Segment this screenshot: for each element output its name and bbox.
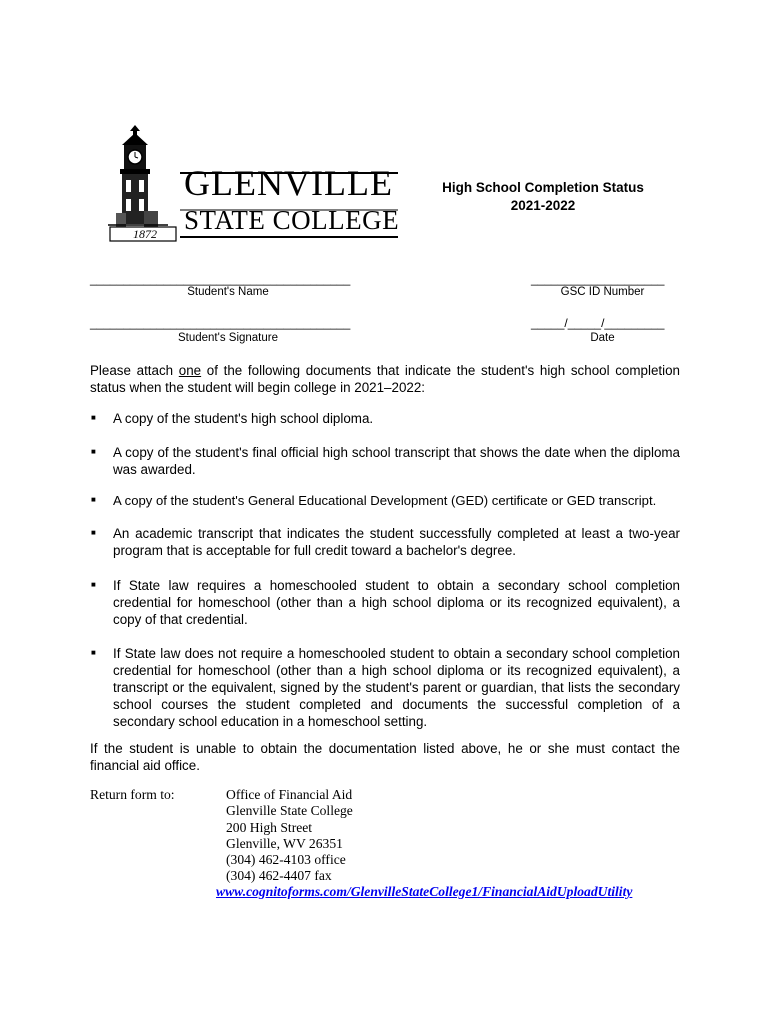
form-title-block <box>412 179 674 215</box>
list-item: If State law requires a homeschooled student to obtain a secondary school completion credential for homeschool (other than a high school diploma or its recognized equivalent), a copy of that credential. <box>113 578 680 627</box>
list-item: A copy of the student's high school diploma. <box>113 411 374 426</box>
form-title: High School Completion Status <box>442 180 644 195</box>
form-year: 2021-2022 <box>510 198 576 213</box>
logo-year: 1872 <box>133 227 157 241</box>
address-line: Office of Financial Aid <box>226 787 353 802</box>
college-logo <box>108 125 403 243</box>
address-line: (304) 462-4103 office <box>226 852 346 868</box>
student-name-field[interactable]: _______________________________________ <box>90 272 351 286</box>
bullet-icon: ■ <box>91 528 96 537</box>
address-line: 200 High Street <box>226 819 313 835</box>
address-line: Glenville, WV 26351 <box>226 835 343 851</box>
closing-paragraph: If the student is unable to obtain the documentation listed above, he or she must contact the financial aid office. <box>90 741 680 773</box>
intro-text-after: of the following documents that indicate the student's high school completion status when the student will begin college in 2021–2022: <box>90 363 680 395</box>
list-item: A copy of the student's final official high school transcript that shows the date when the diploma was awarded. <box>113 445 680 477</box>
student-name-label: Student's Name <box>187 286 269 298</box>
gsc-id-field[interactable]: ____________________ <box>531 272 665 286</box>
intro-paragraph <box>90 362 680 396</box>
logo-wordmark-line2: STATE COLLEGE <box>184 205 400 235</box>
list-item: An academic transcript that indicates the student successfully completed at least a two-year program that is acceptable for full credit toward a bachelor's degree. <box>113 526 680 558</box>
student-signature-label: Student's Signature <box>177 332 278 344</box>
return-address <box>226 787 353 885</box>
return-label: Return form to: <box>90 787 175 802</box>
address-line: (304) 462-4407 fax <box>226 868 332 884</box>
date-field[interactable]: _____/_____/_________ <box>531 316 665 330</box>
bullet-icon: ■ <box>91 495 96 504</box>
address-line: Glenville State College <box>226 803 353 819</box>
list-item: If State law does not require a homeschooled student to obtain a secondary school completion credential for homeschool (other than a high school diploma or its recognized equivalent), a transcript or the equivalent, signed by the student's parent or guardian, that lists the secondary school courses the student completed and documents the successful completion of a secondary school education in a homeschool setting. <box>113 646 680 729</box>
bullet-icon: ■ <box>91 648 96 657</box>
bullet-icon: ■ <box>91 580 96 589</box>
student-signature-field[interactable]: _______________________________________ <box>90 316 351 330</box>
gsc-id-label: GSC ID Number <box>560 286 645 298</box>
intro-text-before: Please attach <box>90 363 179 378</box>
bullet-icon: ■ <box>91 413 96 422</box>
upload-link[interactable]: www.cognitoforms.com/GlenvilleStateCollege1/FinancialAidUploadUtility <box>216 884 633 899</box>
list-item: A copy of the student's General Educational Development (GED) certificate or GED transcript. <box>113 493 657 508</box>
date-label: Date <box>590 332 615 344</box>
intro-emphasis: one <box>178 363 202 378</box>
bullet-icon: ■ <box>91 447 96 456</box>
logo-wordmark-line1: GLENVILLE <box>184 163 393 203</box>
